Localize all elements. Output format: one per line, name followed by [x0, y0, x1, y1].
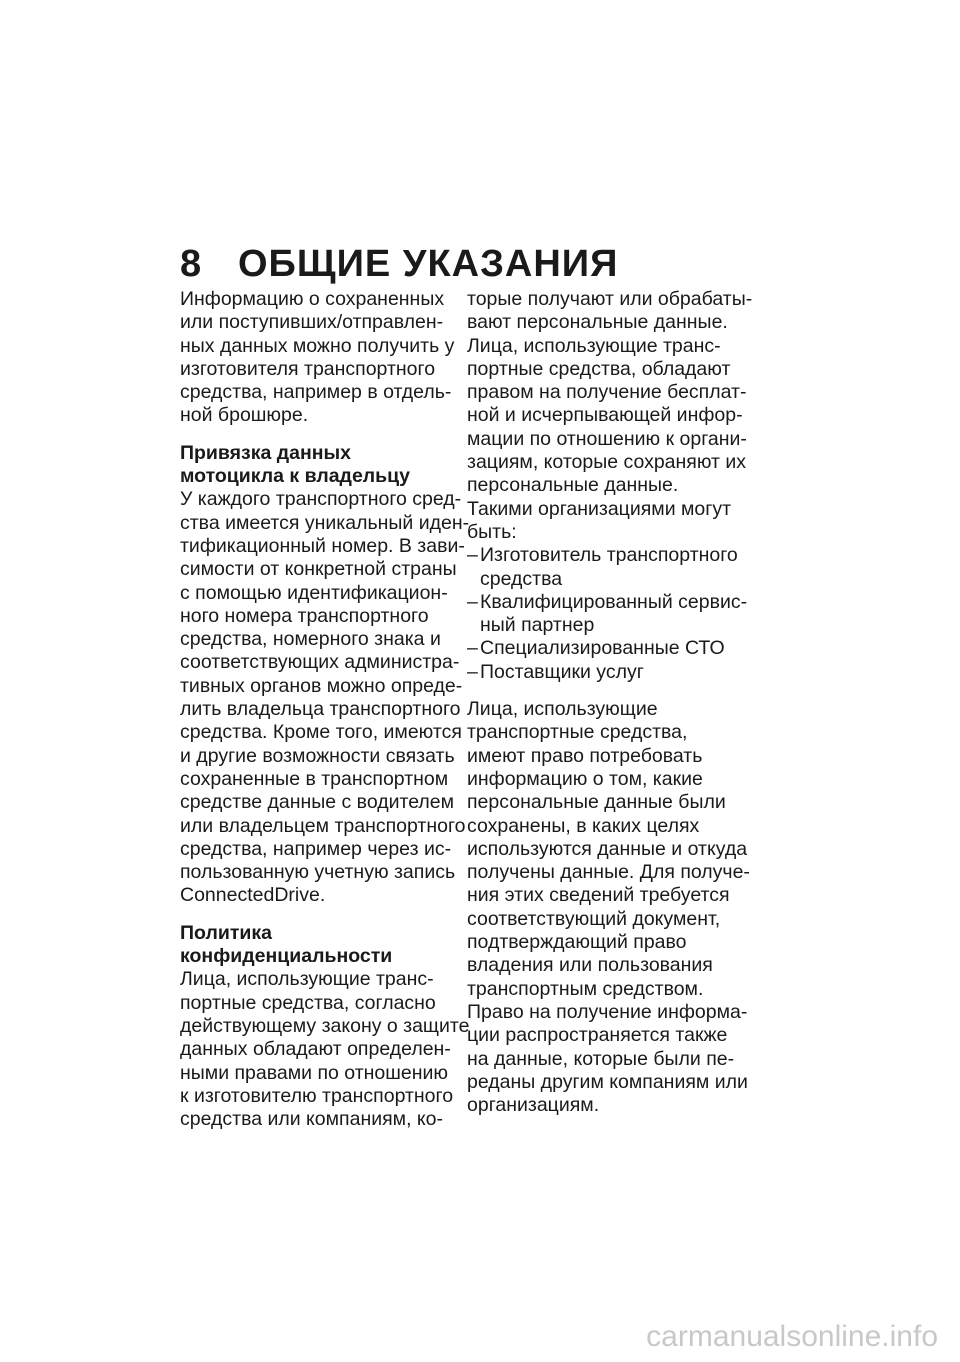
text-line: ции распространяется также — [467, 1024, 728, 1047]
list-item — [467, 661, 739, 684]
text-line: зациям, которые сохраняют их — [467, 451, 747, 474]
text-line: ConnectedDrive. — [180, 884, 326, 907]
text-line: изготовителя транспортного — [180, 357, 436, 380]
text-line: портные средства, обладают — [467, 357, 731, 380]
text-line: ной и исчерпывающей инфор- — [467, 404, 743, 427]
text-line: с помощью идентификацион- — [180, 581, 448, 604]
list-item — [467, 590, 748, 638]
text-line: или владельцем транспортного — [180, 814, 466, 837]
page-title — [180, 243, 618, 286]
text-line: сохранены, в каких целях — [467, 814, 700, 837]
text-line: транспортные средства, — [467, 721, 688, 744]
text-line: лить владельца транспортного — [180, 698, 461, 721]
text-line: персональные данные. — [467, 474, 679, 497]
list-item-text: Поставщики услуг — [480, 660, 644, 683]
text-line: или поступивших/отправлен- — [180, 311, 444, 334]
text-line: подтверждающий право — [467, 931, 687, 954]
organizations-list — [467, 544, 748, 684]
text-line: средства, например через ис- — [180, 837, 452, 860]
text-line: симости от конкретной страны — [180, 558, 457, 581]
right-column — [467, 288, 753, 1117]
list-item-continuation: ный партнер — [480, 614, 595, 637]
text-line: быть: — [467, 520, 517, 543]
text-line: правом на получение бесплат- — [467, 381, 747, 404]
text-line: средстве данные с водителем — [180, 791, 455, 814]
text-line: соответствующих администра- — [180, 651, 460, 674]
text-line: пользованную учетную запись — [180, 861, 456, 884]
text-line: данных обладают определен- — [180, 1038, 451, 1061]
text-line: транспортным средством. — [467, 977, 704, 1000]
text-line: ными правами по отношению — [180, 1061, 449, 1084]
text-line: владения или пользования — [467, 954, 713, 977]
text-line: вают персональные данные. — [467, 311, 728, 334]
text-line: сохраненные в транспортном — [180, 767, 449, 790]
text-line: ных данных можно получить у — [180, 334, 455, 357]
text-line: Такими организациями могут — [467, 497, 732, 520]
text-line: ния этих сведений требуется — [467, 884, 730, 907]
text-line: средства, номерного знака и — [180, 628, 441, 651]
text-line: ной брошюре. — [180, 404, 309, 427]
text-line: реданы другим компаниям или — [467, 1070, 748, 1093]
section-heading-privacy — [180, 922, 452, 969]
text-line: используются данные и откуда — [467, 837, 748, 860]
text-line: средства, например в отдель- — [180, 381, 452, 404]
list-item-text: Изготовитель транспортного — [480, 544, 738, 567]
text-line: средства. Кроме того, имеются — [180, 721, 462, 744]
text-line: Информацию о сохраненных — [180, 288, 445, 310]
dash-bullet: – — [467, 660, 478, 683]
text-line: персональные данные были — [467, 791, 726, 814]
chapter-title: ОБЩИЕ УКАЗАНИЯ — [238, 243, 619, 285]
dash-bullet: – — [467, 590, 478, 613]
left-column — [180, 288, 470, 1131]
text-line: Лица, использующие — [467, 698, 658, 721]
text-line: тивных органов можно опреде- — [180, 674, 463, 697]
text-line: торые получают или обрабаты- — [467, 288, 753, 310]
text-line: У каждого транспортного сред- — [180, 488, 462, 511]
text-line: информацию о том, какие — [467, 767, 703, 790]
text-line: организациям. — [467, 1094, 600, 1117]
list-item-text: Специализированные СТО — [480, 637, 725, 660]
privacy-paragraph — [180, 968, 470, 1131]
data-binding-paragraph — [180, 488, 470, 907]
text-line: ного номера транспортного — [180, 604, 429, 627]
text-line: средства или компаниям, ко- — [180, 1108, 444, 1131]
intro-paragraph — [180, 288, 455, 428]
organizations-paragraph — [467, 288, 753, 544]
list-item — [467, 544, 739, 591]
text-line: действующему закону о защите — [180, 1014, 470, 1037]
text-line: тификационный номер. В зави- — [180, 534, 465, 557]
text-line: Лица, использующие транс- — [180, 968, 434, 991]
heading-line: Привязка данных — [180, 441, 352, 464]
chapter-number: 8 — [180, 243, 203, 285]
list-item-text: Квалифицированный сервис- — [480, 590, 748, 613]
section-heading-data-binding — [180, 442, 452, 489]
list-item — [467, 637, 739, 660]
rights-paragraph — [467, 698, 750, 1117]
text-line: мации по отношению к органи- — [467, 427, 747, 450]
watermark: carmanualsonline.info — [646, 1320, 938, 1353]
text-line: Право на получение информа- — [467, 1000, 748, 1023]
text-line: портные средства, согласно — [180, 991, 436, 1014]
list-item-continuation: средства — [480, 567, 563, 590]
text-line: Лица, использующие транс- — [467, 334, 721, 357]
text-line: на данные, которые были пе- — [467, 1047, 735, 1070]
text-line: имеют право потребовать — [467, 744, 703, 767]
heading-line: Политика — [180, 921, 272, 944]
heading-line: конфиденциальности — [180, 945, 393, 968]
text-line: получены данные. Для получе- — [467, 861, 750, 884]
text-line: ства имеется уникальный иден- — [180, 511, 470, 534]
text-line: и другие возможности связать — [180, 744, 455, 767]
text-line: к изготовителю транспортного — [180, 1084, 454, 1107]
dash-bullet: – — [467, 637, 478, 660]
heading-line: мотоцикла к владельцу — [180, 465, 410, 488]
dash-bullet: – — [467, 544, 478, 567]
text-line: соответствующий документ, — [467, 907, 721, 930]
